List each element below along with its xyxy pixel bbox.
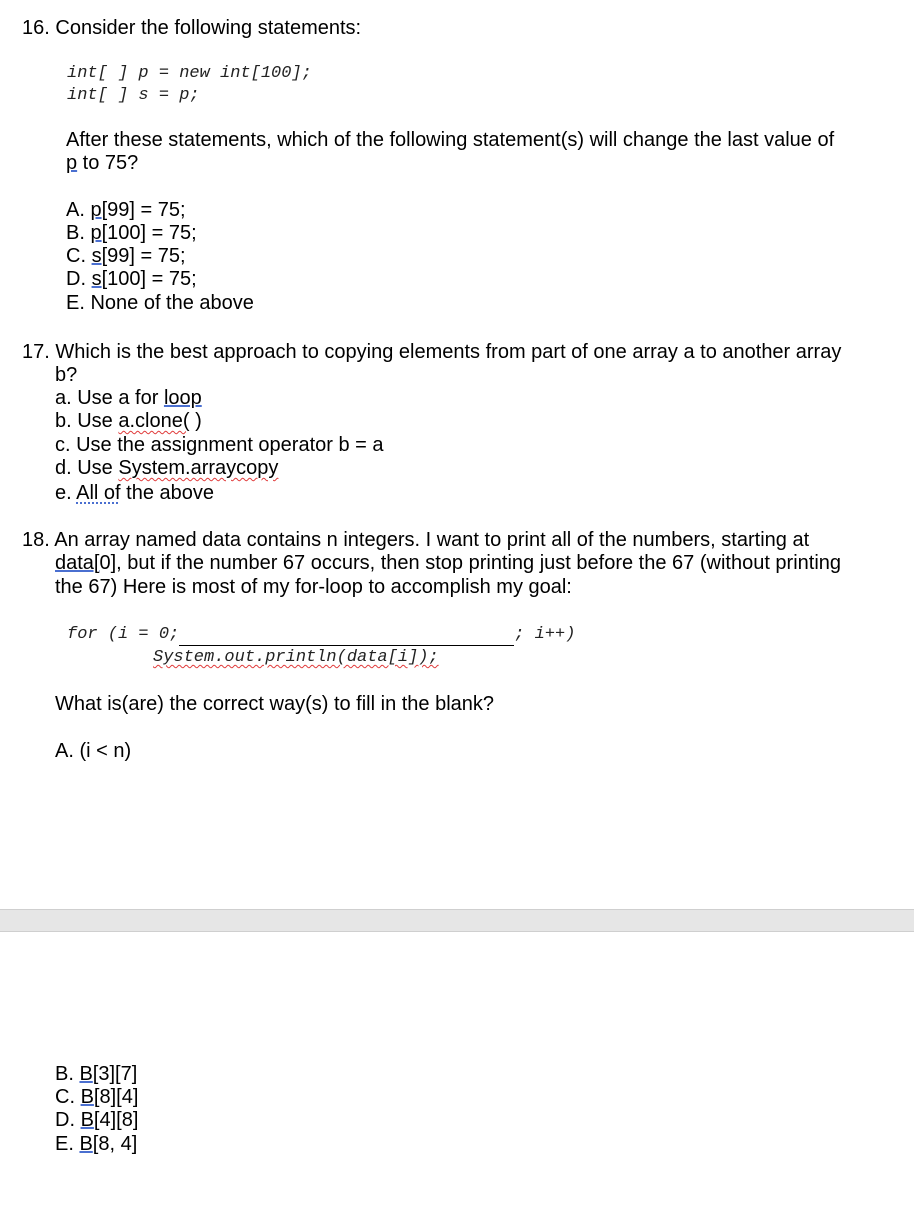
q18-prompt-line-1: 18. An array named data contains n integers. I want to print all of the numbers, starting at [22, 529, 810, 551]
q18-prompt-line-2: data[0], but if the number 67 occurs, then stop printing just before the 67 (without printing [55, 552, 842, 574]
continued-option-e: E. B[8, 4] [55, 1133, 138, 1155]
q16-code-line-2: int[ ] s = p; [67, 86, 200, 105]
q16-option-a: A. p[99] = 75; [66, 199, 186, 221]
q17-prompt-line-1: 17. Which is the best approach to copying elements from part of one array a to another array [22, 341, 842, 363]
q16-option-d: D. s[100] = 75; [66, 268, 197, 290]
page-break [0, 909, 914, 932]
continued-option-d: D. B[4][8] [55, 1109, 139, 1131]
q18-blank [179, 628, 514, 646]
q16-question-line-2: p to 75? [66, 152, 139, 174]
q16-option-e: E. None of the above [66, 292, 254, 314]
q18-number: 18. [22, 529, 50, 551]
q17-option-b: b. Use a.clone( ) [55, 410, 202, 432]
q16-heading [22, 17, 361, 40]
q18-code-end: ; i++) [514, 625, 576, 644]
q16-prompt: Consider the following statements: [55, 17, 362, 39]
q18-code-for: for (i = 0; [67, 625, 180, 644]
q18-code-body: System.out.println(data[i]); [153, 648, 439, 667]
q16-number: 16. [22, 17, 50, 39]
continued-option-c: C. B[8][4] [55, 1086, 139, 1108]
q17-option-d: d. Use System.arraycopy [55, 457, 279, 479]
q17-option-c: c. Use the assignment operator b = a [55, 434, 384, 456]
q17-prompt-line-2: b? [55, 364, 78, 386]
continued-option-b: B. B[3][7] [55, 1063, 138, 1085]
q17-option-e: e. All of the above [55, 482, 215, 504]
q18-prompt-line-3: the 67) Here is most of my for-loop to accomplish my goal: [55, 576, 572, 598]
q16-var-p: p [66, 152, 78, 174]
q16-question-line-1: After these statements, which of the following statement(s) will change the last value of [66, 129, 835, 151]
q16-option-c: C. s[99] = 75; [66, 245, 186, 267]
q17-number: 17. [22, 341, 50, 363]
q18-answer-a: A. (i < n) [55, 740, 132, 762]
q18-code-for-line [67, 623, 575, 646]
q16-option-b: B. p[100] = 75; [66, 222, 197, 244]
q18-question: What is(are) the correct way(s) to fill in the blank? [55, 693, 495, 715]
q17-option-a: a. Use a for loop [55, 387, 202, 409]
q16-code-line-1: int[ ] p = new int[100]; [67, 64, 312, 83]
